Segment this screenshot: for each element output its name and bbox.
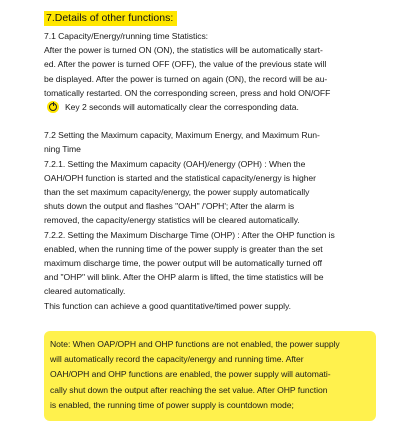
text-line: removed, the capacity/energy statistics will be cleared automatically. [44,215,300,226]
section-title: 7.Details of other functions: [44,11,177,26]
heading-7-2-cont: ning Time [44,144,81,155]
key-clear-text: Key 2 seconds will automatically clear the corresponding data. [65,102,299,113]
text-line: ed. After the power is turned OFF (OFF), the value of the previous state will [44,59,327,70]
note-line: cally shut down the output after reaching the set value. After OHP function [50,384,328,395]
text-line: and "OHP" will blink. After the OHP alarm is lifted, the time statistics will be [44,272,324,283]
text-line: be displayed. After the power is turned on again (ON), the record will be au- [44,73,328,84]
heading-7-1: 7.1 Capacity/Energy/running time Statistics: [44,31,209,41]
spacer [44,114,376,128]
section-7-1 [44,29,376,114]
note-line: will automatically record the capacity/energy and running time. After [50,354,304,365]
note-line: Note: When OAP/OPH and OHP functions are not enabled, the power supply [50,338,340,349]
text-line: maximum discharge time, the power output will be automatically turned off [44,258,323,269]
note-line: is enabled, the running time of power supply is countdown mode; [50,400,294,411]
text-line: shuts down the output and flashes "OAH" /'OPH'; After the alarm is [44,201,295,212]
section-7-2 [44,128,376,313]
note-line: OAH/OPH and OHP functions are enabled, the power supply will automati- [50,369,331,380]
text-line: than the set maximum capacity/energy, the power supply automatically [44,187,310,198]
text-line: cleared automatically. [44,286,126,297]
text-line: tomatically restarted. ON the corresponding screen, press and hold ON/OFF [44,87,331,98]
text-line: OAH/OPH function is started and the statistical capacity/energy is higher [44,172,316,183]
text-line: After the power is turned ON (ON), the statistics will be automatically start- [44,45,323,56]
heading-7-2: 7.2 Setting the Maximum capacity, Maximum Energy, and Maximum Run- [44,130,320,141]
power-button-icon [47,101,59,113]
note-box [44,331,376,421]
text-line: 7.2.1. Setting the Maximum capacity (OAH)/energy (OPH) : When the [44,158,306,169]
text-line: This function can achieve a good quantitative/timed power supply. [44,300,291,311]
key-clear-line [44,100,376,114]
text-line: enabled, when the running time of the power supply is greater than the set [44,243,323,254]
text-line: 7.2.2. Setting the Maximum Discharge Time (OHP) : After the OHP function is [44,229,335,240]
